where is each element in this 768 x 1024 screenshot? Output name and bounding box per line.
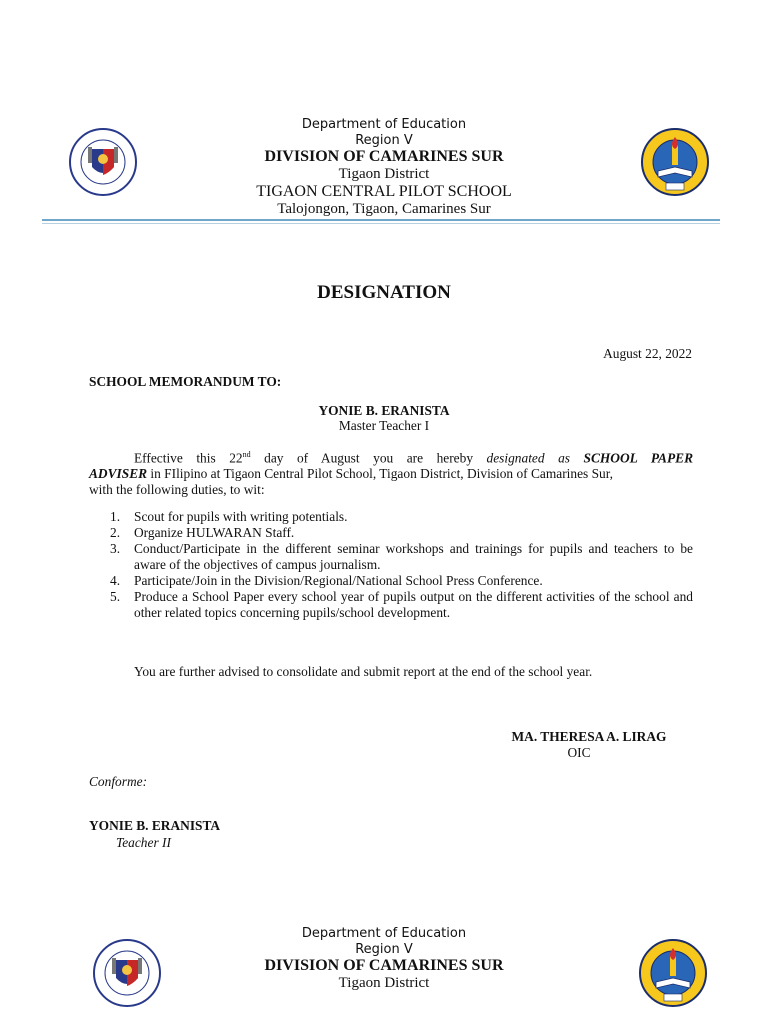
memo-to: SCHOOL MEMORANDUM TO: — [89, 374, 282, 389]
recipient-name: YONIE B. ERANISTA — [318, 403, 450, 418]
recipient-title: Master Teacher I — [338, 418, 430, 433]
header-school: TIGAON CENTRAL PILOT SCHOOL — [256, 183, 512, 200]
para1-line2-a: ADVISER — [89, 466, 148, 482]
header-divider — [42, 219, 720, 221]
footer-division: DIVISION OF CAMARINES SUR — [264, 957, 504, 974]
list-item — [89, 589, 693, 621]
header-divider-shadow — [42, 223, 720, 224]
duty-number: 2. — [110, 525, 121, 540]
list-item — [89, 541, 693, 573]
footer-region: Region V — [355, 942, 413, 957]
duty-number: 1. — [110, 509, 121, 524]
list-item — [89, 509, 693, 525]
duties-list — [89, 509, 693, 621]
conforme-label: Conforme: — [89, 774, 148, 789]
list-item — [89, 525, 693, 541]
duty-number: 3. — [110, 541, 121, 556]
duty-number: 4. — [110, 573, 121, 588]
header-department: Department of Education — [301, 117, 467, 132]
duty-number: 5. — [110, 589, 121, 604]
header-region: Region V — [355, 133, 413, 148]
para1-line3: with the following duties, to wit: — [89, 482, 265, 498]
signatory-title: OIC — [567, 745, 591, 760]
conforme-title: Teacher II — [116, 835, 171, 850]
header-district: Tigaon District — [338, 166, 430, 182]
duty-text: Scout for pupils with writing potentials. — [134, 509, 348, 524]
conforme-name: YONIE B. ERANISTA — [89, 818, 221, 833]
document-title: DESIGNATION — [317, 282, 451, 303]
footer-district: Tigaon District — [338, 975, 430, 991]
duty-text: Produce a School Paper every school year of pupils output on the different activities of the school and other related topics concerning pupils/school development. — [134, 589, 693, 620]
signatory-name: MA. THERESA A. LIRAG — [511, 729, 667, 744]
list-item — [89, 573, 693, 589]
designation-paragraph — [89, 447, 693, 498]
para1-part-d: SCHOOL PAPER — [583, 450, 694, 466]
para1-part-b: day of August you are hereby — [250, 450, 487, 466]
header-division: DIVISION OF CAMARINES SUR — [264, 148, 504, 165]
header-address: Talojongon, Tigaon, Camarines Sur — [277, 201, 491, 217]
para1-part-a: Effective this 22 — [134, 450, 243, 466]
closing-paragraph: You are further advised to consolidate and submit report at the end of the school year. — [134, 664, 593, 679]
para1-sup: nd — [242, 450, 251, 459]
duty-text: Conduct/Participate in the different seminar workshops and trainings for pupils and teachers to be aware of the objectives of campus journalism. — [134, 541, 693, 572]
para1-part-c: designated as — [486, 450, 584, 466]
footer-department: Department of Education — [301, 926, 467, 941]
document-date: August 22, 2022 — [603, 346, 692, 361]
para1-line2-b: in FIlipino at Tigaon Central Pilot School, Tigaon District, Division of Camarines Sur, — [147, 466, 613, 482]
duty-text: Participate/Join in the Division/Regional/National School Press Conference. — [134, 573, 543, 588]
duty-text: Organize HULWARAN Staff. — [134, 525, 295, 540]
